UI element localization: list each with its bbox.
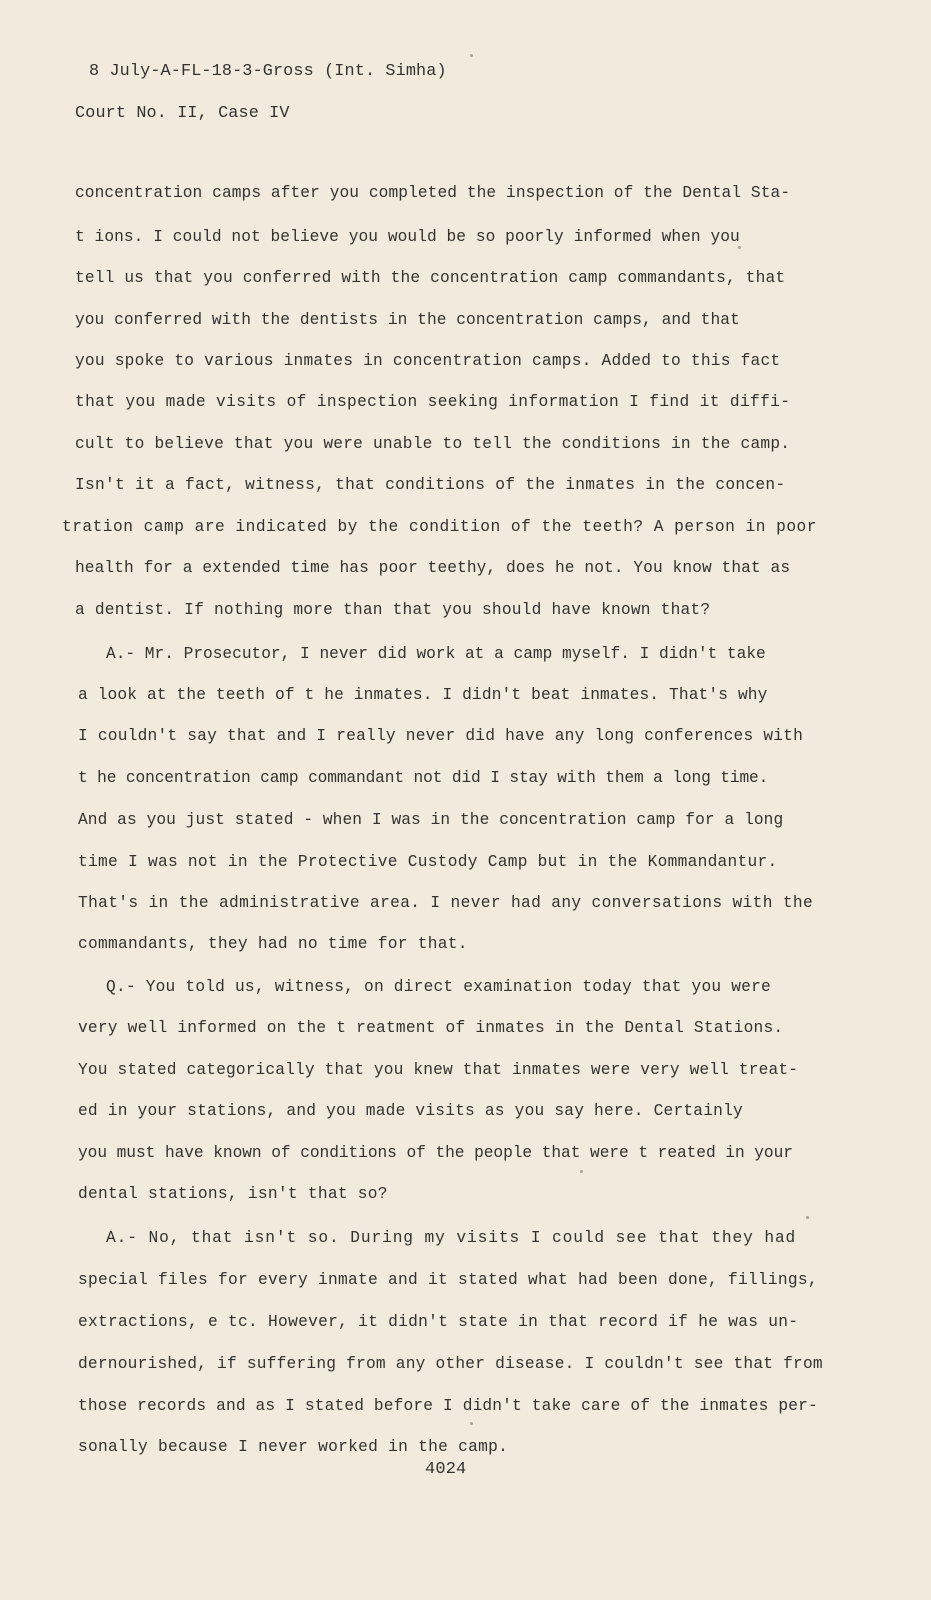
paper-speck bbox=[470, 54, 473, 57]
transcript-line: A.- No, that isn't so. During my visits I could see that they had bbox=[106, 1229, 797, 1247]
transcript-line: Isn't it a fact, witness, that conditions of the inmates in the concen- bbox=[75, 476, 786, 494]
transcript-line: health for a extended time has poor teethy, does he not. You know that as bbox=[75, 559, 791, 577]
transcript-line: a dentist. If nothing more than that you should have known that? bbox=[75, 601, 711, 619]
transcript-line: tell us that you conferred with the concentration camp commandants, that bbox=[75, 269, 786, 287]
header-case-reference: 8 July-A-FL-18-3-Gross (Int. Simha) bbox=[89, 62, 447, 81]
transcript-line: dernourished, if suffering from any other disease. I couldn't see that from bbox=[78, 1355, 823, 1373]
paper-speck bbox=[580, 1170, 583, 1173]
transcript-line: you must have known of conditions of the people that were t reated in your bbox=[78, 1144, 793, 1162]
transcript-line: very well informed on the t reatment of inmates in the Dental Stations. bbox=[78, 1019, 784, 1037]
transcript-line: t ions. I could not believe you would be so poorly informed when you bbox=[75, 228, 740, 246]
transcript-line: extractions, e tc. However, it didn't state in that record if he was un- bbox=[78, 1313, 799, 1331]
transcript-line: commandants, they had no time for that. bbox=[78, 935, 468, 953]
transcript-line: that you made visits of inspection seeking information I find it diffi- bbox=[75, 393, 791, 411]
transcript-line: That's in the administrative area. I never had any conversations with the bbox=[78, 894, 814, 912]
transcript-line: concentration camps after you completed the inspection of the Dental Sta- bbox=[75, 184, 791, 202]
transcript-line: tration camp are indicated by the condition of the teeth? A person in poor bbox=[62, 518, 817, 536]
transcript-line: you conferred with the dentists in the concentration camps, and that bbox=[75, 311, 740, 329]
transcript-line: Q.- You told us, witness, on direct examination today that you were bbox=[106, 978, 771, 996]
transcript-line: sonally because I never worked in the camp. bbox=[78, 1438, 509, 1456]
transcript-line: a look at the teeth of t he inmates. I didn't beat inmates. That's why bbox=[78, 686, 768, 704]
paper-speck bbox=[738, 246, 741, 249]
transcript-line: t he concentration camp commandant not did I stay with them a long time. bbox=[78, 769, 769, 787]
transcript-line: time I was not in the Protective Custody Camp but in the Kommandantur. bbox=[78, 853, 778, 871]
page-number: 4024 bbox=[425, 1460, 467, 1479]
transcript-line: And as you just stated - when I was in the concentration camp for a long bbox=[78, 811, 784, 829]
transcript-line: special files for every inmate and it stated what had been done, fillings, bbox=[78, 1271, 818, 1289]
transcript-line: dental stations, isn't that so? bbox=[78, 1185, 388, 1203]
paper-speck bbox=[806, 1216, 809, 1219]
transcript-line: ed in your stations, and you made visits as you say here. Certainly bbox=[78, 1102, 743, 1120]
transcript-line: you spoke to various inmates in concentration camps. Added to this fact bbox=[75, 352, 781, 370]
transcript-line: I couldn't say that and I really never did have any long conferences with bbox=[78, 727, 804, 745]
transcript-line: those records and as I stated before I didn't take care of the inmates per- bbox=[78, 1397, 818, 1415]
paper-speck bbox=[470, 1422, 473, 1425]
transcript-line: cult to believe that you were unable to tell the conditions in the camp. bbox=[75, 435, 791, 453]
transcript-line: A.- Mr. Prosecutor, I never did work at a camp myself. I didn't take bbox=[106, 645, 766, 663]
header-court-case: Court No. II, Case IV bbox=[75, 104, 290, 123]
transcript-line: You stated categorically that you knew that inmates were very well treat- bbox=[78, 1061, 799, 1079]
